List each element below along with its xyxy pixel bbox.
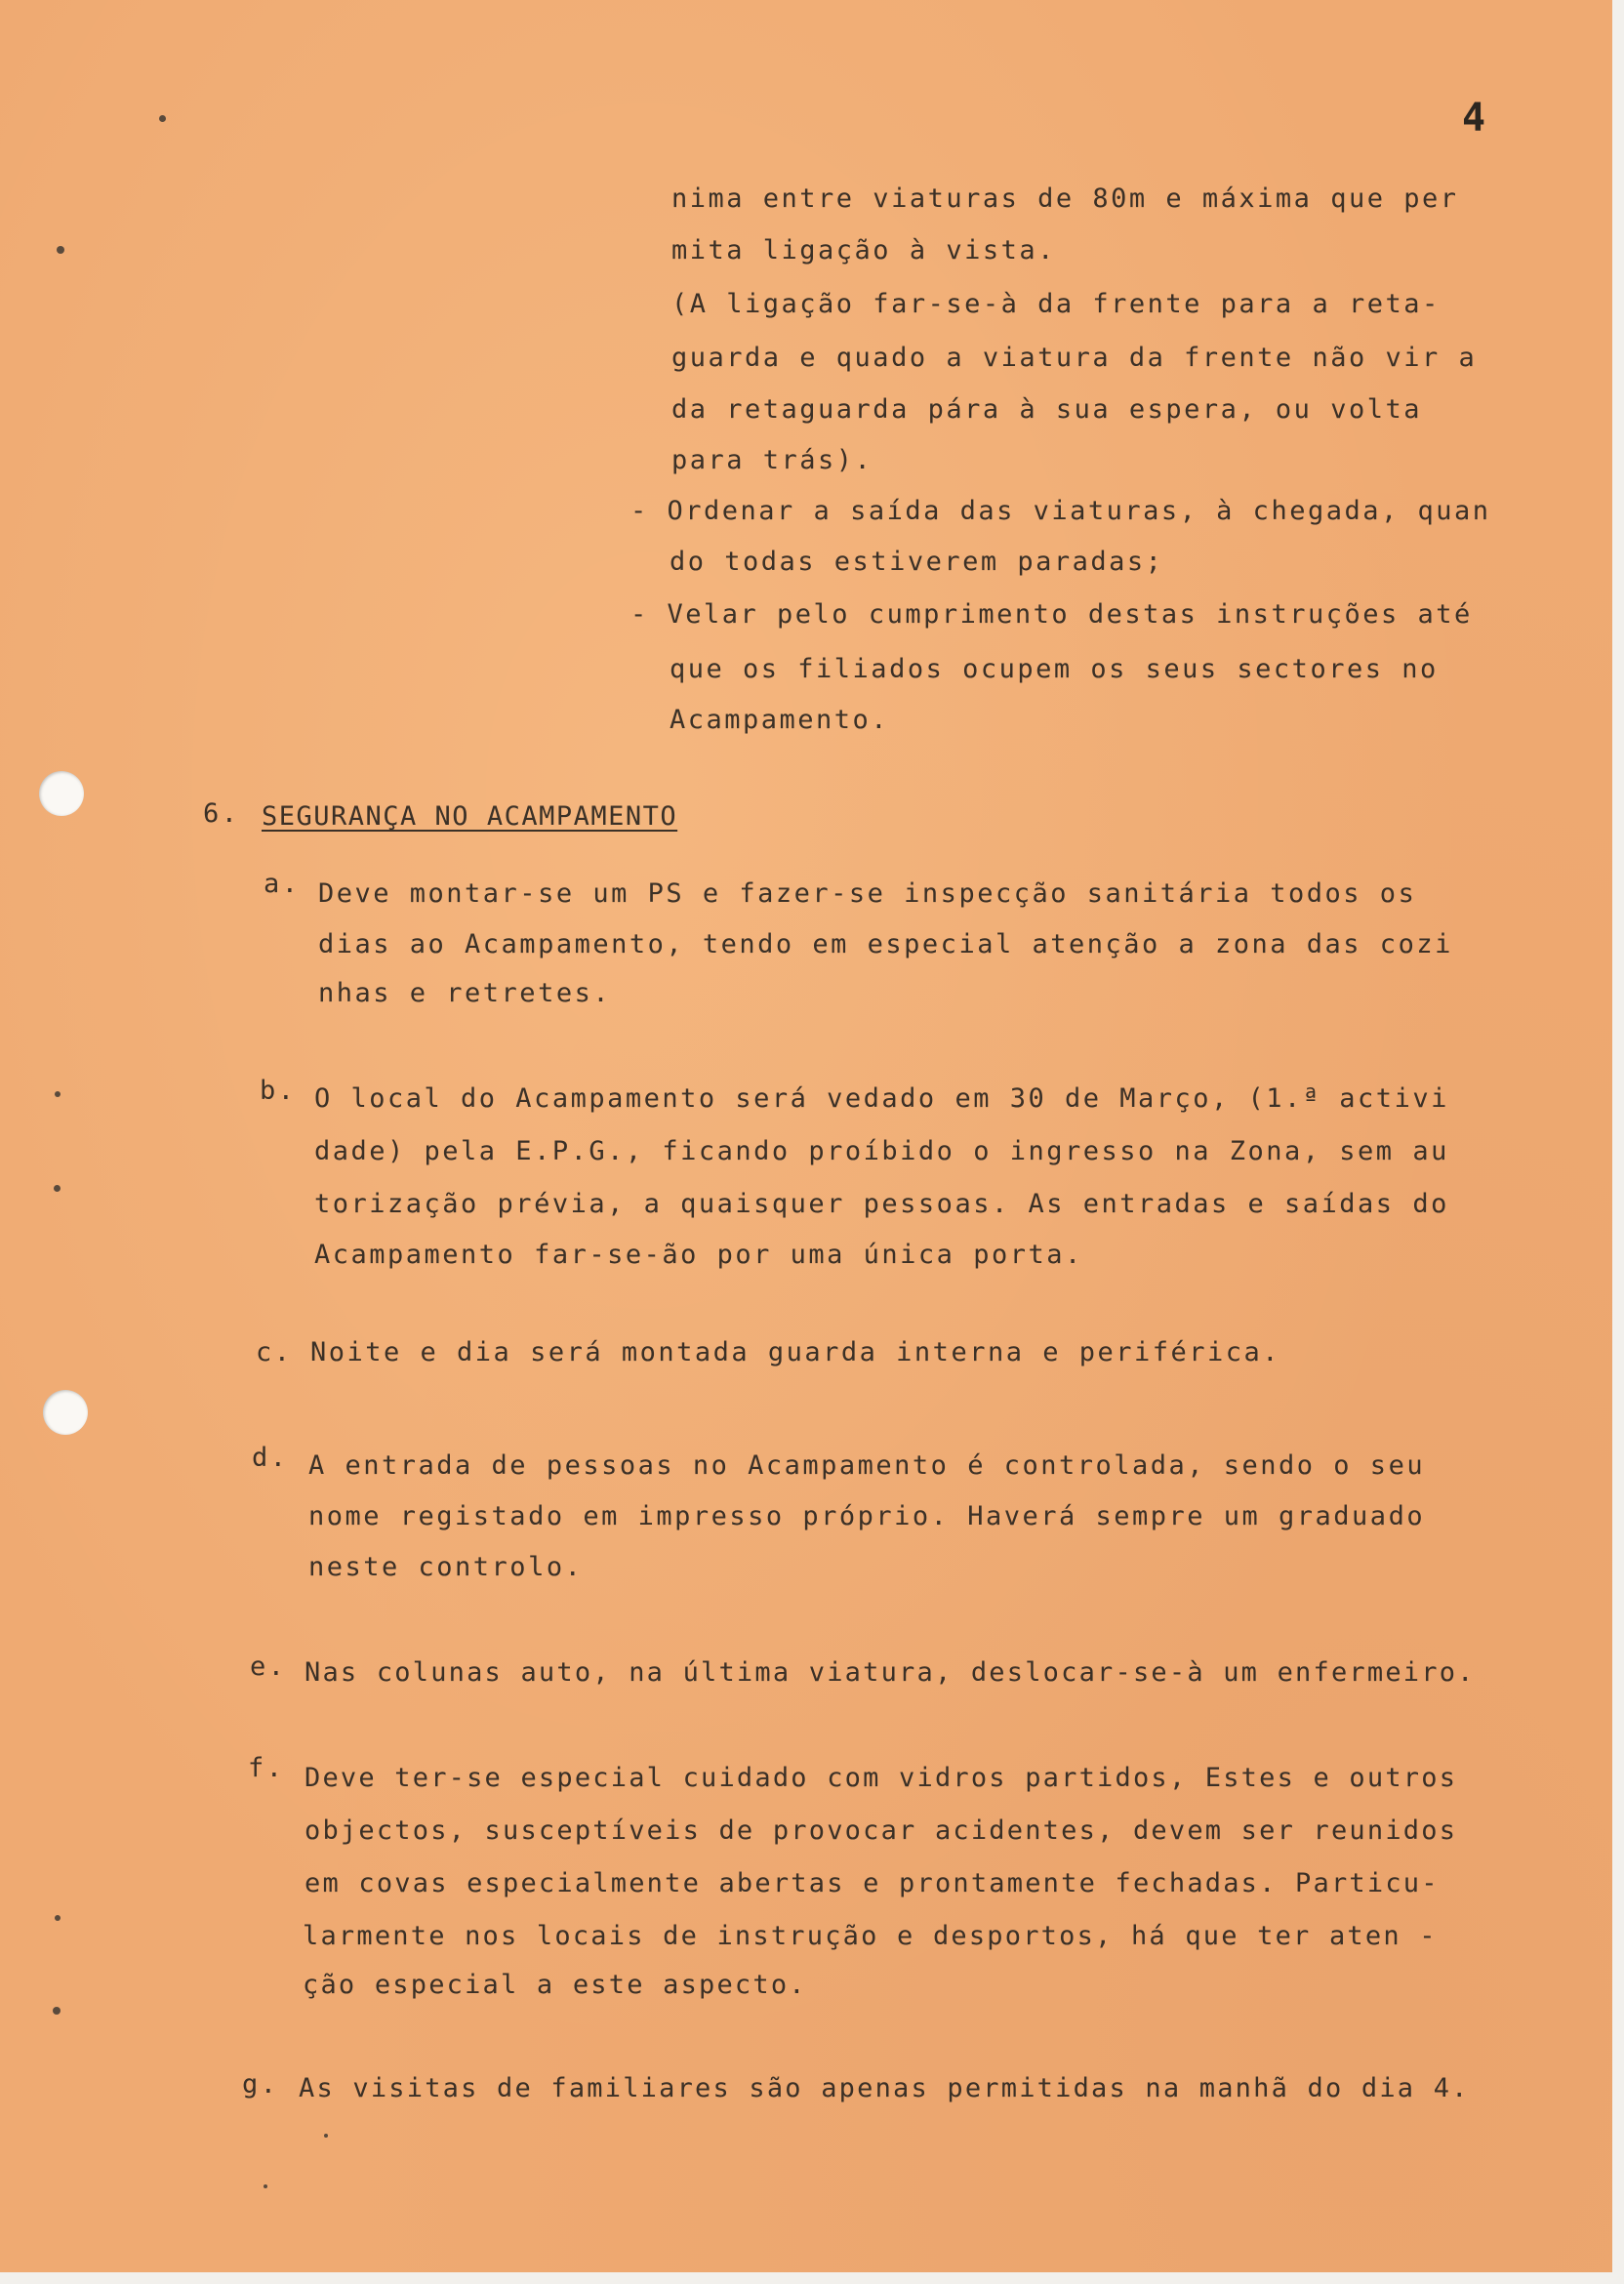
punch-hole-lower	[43, 1390, 88, 1435]
punch-hole-upper	[39, 771, 84, 816]
bullet-line: - Ordenar a saída das viaturas, à chegada, quan	[630, 496, 1491, 526]
item-line: neste controlo.	[308, 1552, 584, 1582]
item-line: larmente nos locais de instrução e desportos, há que ter aten -	[303, 1921, 1438, 1951]
body-line: (A ligação far-se-à da frente para a reta-	[671, 289, 1441, 319]
item-line: As visitas de familiares são apenas permitidas na manhã do dia 4.	[299, 2073, 1470, 2103]
item-line: em covas especialmente abertas e prontamente fechadas. Particu-	[304, 1868, 1440, 1898]
body-line: mita ligação à vista.	[671, 235, 1056, 265]
margin-speck	[159, 115, 166, 122]
item-line: O local do Acampamento será vedado em 30 de Março, (1.ª activi	[314, 1083, 1449, 1114]
item-letter: c.	[256, 1337, 293, 1367]
margin-speck	[55, 1915, 61, 1921]
item-line: Deve montar-se um PS e fazer-se inspecção sanitária todos os	[318, 878, 1417, 909]
item-line: A entrada de pessoas no Acampamento é controlada, sendo o seu	[308, 1450, 1426, 1481]
item-letter: a.	[264, 869, 301, 899]
section-number: 6.	[203, 798, 240, 829]
margin-speck	[264, 2184, 267, 2188]
item-letter: e.	[250, 1652, 287, 1682]
body-line: da retaguarda pára à sua espera, ou volta	[671, 394, 1422, 425]
body-line: nima entre viaturas de 80m e máxima que per	[671, 184, 1459, 214]
margin-speck	[57, 246, 64, 254]
bullet-line: - Velar pelo cumprimento destas instruções até	[630, 599, 1473, 630]
margin-speck	[55, 1091, 61, 1097]
margin-speck	[324, 2134, 328, 2138]
body-line: para trás).	[671, 445, 873, 475]
item-letter: b.	[260, 1076, 297, 1106]
item-letter: g.	[242, 2069, 279, 2100]
section-title: SEGURANÇA NO ACAMPAMENTO	[262, 801, 678, 832]
body-line: do todas estiverem paradas;	[670, 547, 1164, 577]
item-line: torização prévia, a quaisquer pessoas. As entradas e saídas do	[314, 1189, 1449, 1219]
item-line: objectos, susceptíveis de provocar acidentes, devem ser reunidos	[304, 1815, 1458, 1846]
item-line: Noite e dia será montada guarda interna e periférica.	[310, 1337, 1281, 1367]
body-line: guarda e quado a viatura da frente não vir a	[671, 343, 1478, 373]
item-line: Deve ter-se especial cuidado com vidros partidos, Estes e outros	[304, 1763, 1458, 1793]
body-line: que os filiados ocupem os seus sectores no	[670, 654, 1439, 684]
item-line: nhas e retretes.	[318, 978, 612, 1008]
item-line: dade) pela E.P.G., ficando proíbido o ingresso na Zona, sem au	[314, 1136, 1449, 1166]
item-line: Acampamento far-se-ão por uma única porta.	[314, 1240, 1083, 1270]
margin-speck	[53, 2007, 61, 2015]
item-letter: f.	[248, 1753, 285, 1783]
item-line: Nas colunas auto, na última viatura, deslocar-se-à um enfermeiro.	[304, 1657, 1476, 1688]
margin-speck	[54, 1185, 61, 1192]
item-letter: d.	[252, 1443, 289, 1473]
body-line: Acampamento.	[670, 705, 890, 735]
page-number: 4	[1462, 96, 1486, 141]
item-line: dias ao Acampamento, tendo em especial atenção a zona das cozi	[318, 929, 1453, 959]
item-line: nome registado em impresso próprio. Haverá sempre um graduado	[308, 1501, 1426, 1531]
item-line: ção especial a este aspecto.	[303, 1970, 807, 2000]
